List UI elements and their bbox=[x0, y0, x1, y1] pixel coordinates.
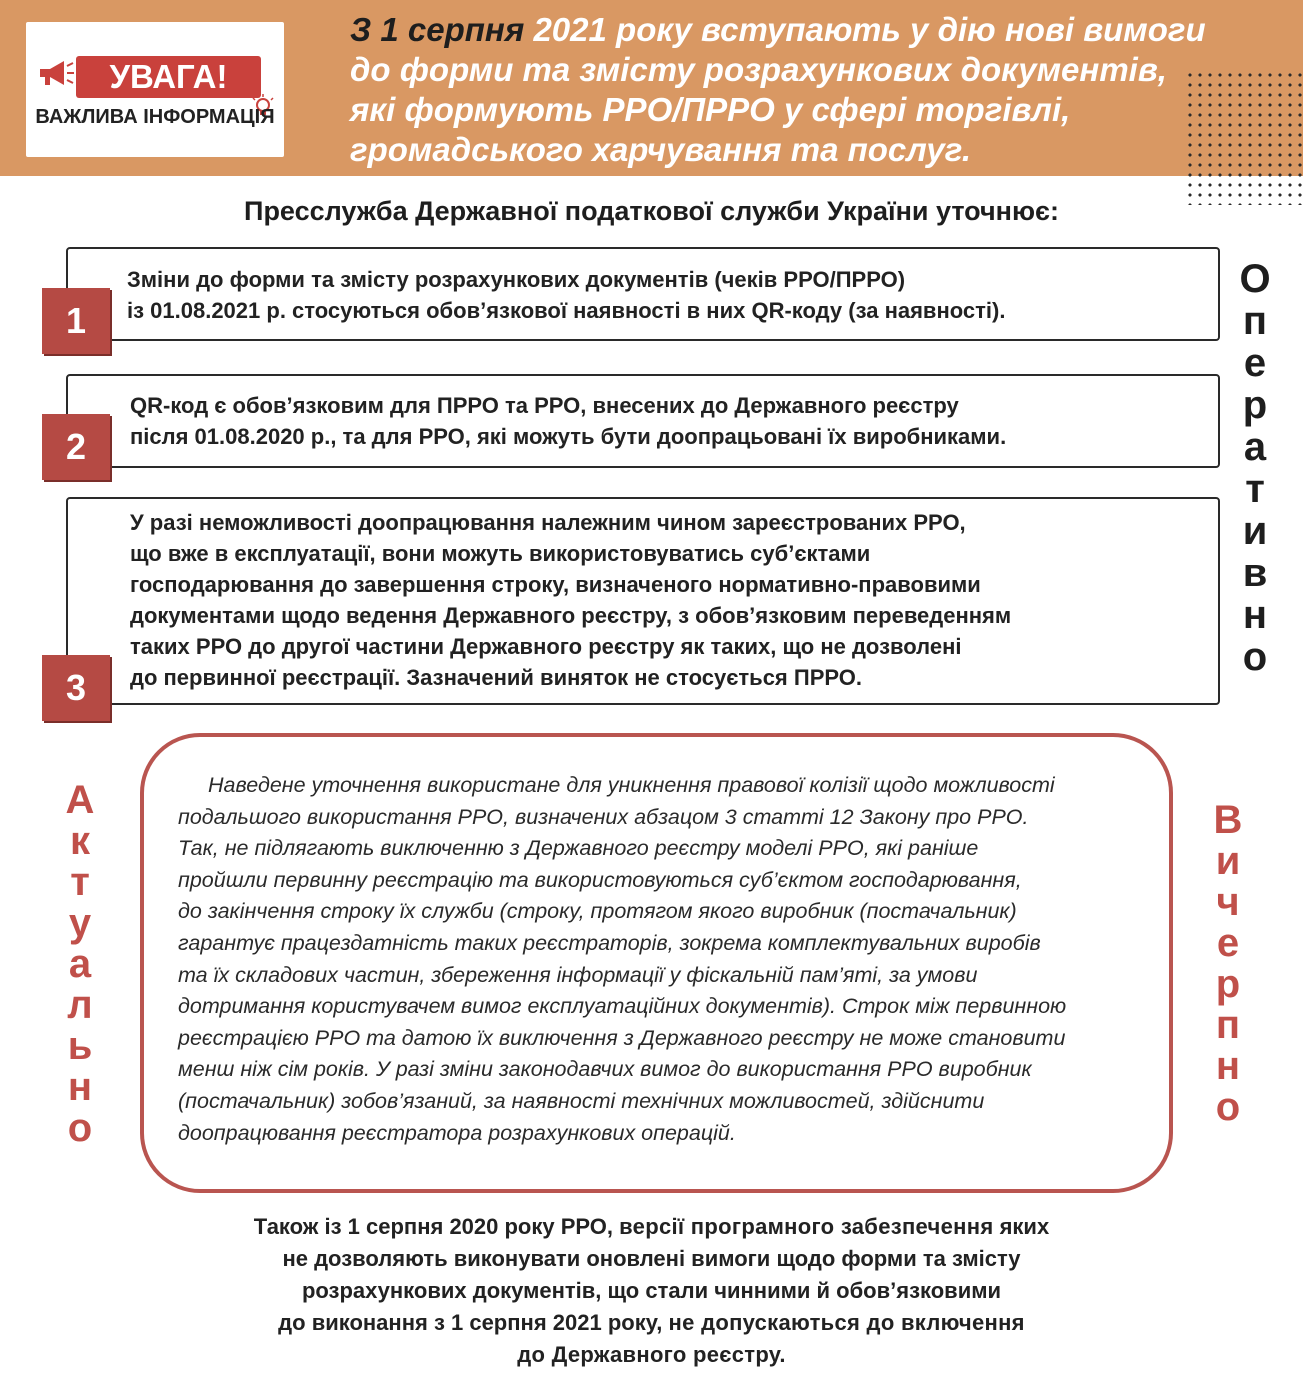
vertical-letter: о bbox=[1215, 1085, 1241, 1129]
headline bbox=[350, 10, 1270, 170]
vertical-letter: о bbox=[1242, 635, 1268, 679]
item-3-text bbox=[130, 507, 1011, 693]
vertical-letter: е bbox=[1216, 921, 1240, 965]
item-2-number: 2 bbox=[42, 414, 110, 480]
attention-badge: УВАГА! bbox=[76, 56, 261, 98]
megaphone-icon bbox=[36, 58, 76, 88]
vertical-letter: т bbox=[70, 860, 90, 904]
headline-line1: 2021 року вступають у дію нові вимоги bbox=[524, 11, 1206, 48]
vertical-letter: р bbox=[1215, 962, 1241, 1006]
footer-line-4 bbox=[0, 1307, 1303, 1339]
vertical-letter: в bbox=[1242, 551, 1268, 595]
clarification-line: Так, не підлягають виключенню з Державного реєстру моделі РРО, які раніше bbox=[178, 836, 979, 861]
vertical-letter: ь bbox=[67, 1024, 93, 1068]
item-1-line2c: (за наявності). bbox=[842, 298, 1006, 323]
vertical-letter: о bbox=[67, 1106, 93, 1150]
clarification-line: до закінчення строку їх служби (строку, протягом якого виробник (постачальник) bbox=[178, 899, 1017, 924]
vertical-letter: е bbox=[1243, 341, 1267, 385]
important-info-label: ВАЖЛИВА ІНФОРМАЦІЯ bbox=[35, 106, 275, 128]
item-3-number: 3 bbox=[42, 655, 110, 721]
item-1-qr-emphasis: QR-коду bbox=[751, 298, 843, 323]
item-3-line: таких РРО до другої частини Державного реєстру як таких, що не дозволені bbox=[130, 634, 962, 659]
clarification-line: доопрацювання реєстратора розрахункових операцій. bbox=[178, 1120, 736, 1145]
vertical-letter: и bbox=[1242, 509, 1268, 553]
vertical-word-actually bbox=[50, 780, 110, 1149]
vertical-letter: а bbox=[68, 942, 92, 986]
footer-line-1-c: яких bbox=[993, 1214, 1050, 1239]
clarification-line: дотримання користувачем вимог експлуатаційних документів). Строк між первинною bbox=[178, 994, 1067, 1019]
clarification-line: подальшого використання РРО, визначених абзацом 3 статті 12 Закону про РРО. bbox=[178, 804, 1029, 829]
item-2-emphasis: QR-код є обов’язковим для ПРРО та РРО bbox=[130, 393, 581, 418]
item-3-line: У разі неможливості доопрацювання належним чином зареєстрованих РРО, bbox=[130, 510, 966, 535]
headline-line2: до форми та змісту розрахункових документів, bbox=[350, 51, 1167, 88]
item-3-line: документами щодо ведення Державного реєстру, з обов’язковим переведенням bbox=[130, 603, 1012, 628]
footer-line-4-a: до виконання з 1 серпня 2021 року, bbox=[278, 1310, 669, 1335]
vertical-letter: р bbox=[1242, 383, 1268, 427]
item-3-line: до первинної реєстрації. Зазначений виняток не стосується ПРРО. bbox=[130, 665, 862, 690]
vertical-letter: л bbox=[67, 983, 93, 1027]
clarification-line: менш ніж сім років. У разі зміни законодавчих вимог до використання РРО виробник bbox=[178, 1057, 1032, 1082]
clarification-line: пройшли первинну реєстрацію та використовуються суб’єктом господарювання, bbox=[178, 867, 1022, 892]
vertical-letter: н bbox=[67, 1065, 93, 1109]
item-2-line2: після 01.08.2020 р., та для РРО, які можуть бути доопрацьовані їх виробниками. bbox=[130, 424, 1007, 449]
dot-pattern-decoration bbox=[1185, 70, 1303, 205]
clarification-line: Наведене уточнення використане для уникнення правової колізії щодо можливості bbox=[208, 773, 1055, 797]
headline-date: З 1 серпня bbox=[350, 11, 525, 48]
vertical-letter: О bbox=[1239, 257, 1271, 301]
vertical-letter: и bbox=[1215, 839, 1241, 883]
press-service-subheading: Пресслужба Державної податкової служби України уточнює: bbox=[244, 196, 1059, 226]
vertical-letter: н bbox=[1215, 1044, 1241, 1088]
headline-line4: громадського харчування та послуг. bbox=[350, 131, 972, 168]
header-banner bbox=[0, 0, 1303, 176]
vertical-letter: а bbox=[1243, 425, 1267, 469]
footer-line-5: до Державного реєстру. bbox=[517, 1342, 786, 1367]
footer-line-1-a: Також із 1 серпня 2020 року РРО, bbox=[253, 1214, 620, 1239]
footer-line-3: розрахункових документів, що стали чинними й обов’язковими bbox=[301, 1278, 1002, 1303]
footer-text bbox=[0, 1211, 1303, 1371]
clarification-line: (постачальник) зобов’язаний, за наявності технічних можливостей, здійснити bbox=[178, 1088, 985, 1113]
footer-not-admitted-emphasis: не допускаються до включення bbox=[668, 1310, 1025, 1335]
vertical-letter: т bbox=[1245, 467, 1265, 511]
item-1-number: 1 bbox=[42, 288, 110, 354]
vertical-letter: п bbox=[1242, 299, 1268, 343]
clarification-line: реєстрацією РРО та датою їх виключення з Державного реєстру не може становити bbox=[178, 1025, 1066, 1050]
vertical-letter: у bbox=[68, 901, 92, 945]
headline-line3: які формують РРО/ПРРО у сфері торгівлі, bbox=[350, 91, 1071, 128]
vertical-letter: ч bbox=[1216, 880, 1240, 924]
footer-software-emphasis: версії програмного забезпечення bbox=[619, 1214, 994, 1239]
item-1-text bbox=[127, 264, 1005, 326]
clarification-line: та їх складових частин, збереження інформації у фіскальній пам’яті, за умови bbox=[178, 962, 978, 987]
item-1-line1: Зміни до форми та змісту розрахункових документів (чеків РРО/ПРРО) bbox=[127, 267, 906, 292]
item-3-line: що вже в експлуатації, вони можуть використовуватись суб’єктами bbox=[130, 541, 871, 566]
vertical-letter: к bbox=[69, 819, 91, 863]
vertical-word-exhaustively bbox=[1198, 800, 1258, 1128]
vertical-letter: н bbox=[1242, 593, 1268, 637]
warning-logo bbox=[26, 22, 284, 157]
footer-line-1 bbox=[0, 1211, 1303, 1243]
clarification-text bbox=[178, 770, 1158, 1149]
item-2-text bbox=[130, 390, 1006, 452]
clarification-line: гарантує працездатність таких реєстраторів, зокрема комплектувальних виробів bbox=[178, 930, 1041, 955]
vertical-letter: В bbox=[1213, 798, 1243, 842]
item-3-line: господарювання до завершення строку, визначеного нормативно-правовими bbox=[130, 572, 981, 597]
vertical-letter: А bbox=[65, 778, 95, 822]
footer-line-2: не дозволяють виконувати оновлені вимоги щодо форми та змісту bbox=[282, 1246, 1021, 1271]
vertical-letter: п bbox=[1215, 1003, 1241, 1047]
vertical-word-operatively bbox=[1225, 258, 1285, 678]
item-2-line1b: , внесених до Державного реєстру bbox=[580, 393, 959, 418]
item-1-line2a: із 01.08.2021 р. стосуються обов’язкової наявності в них bbox=[127, 298, 752, 323]
